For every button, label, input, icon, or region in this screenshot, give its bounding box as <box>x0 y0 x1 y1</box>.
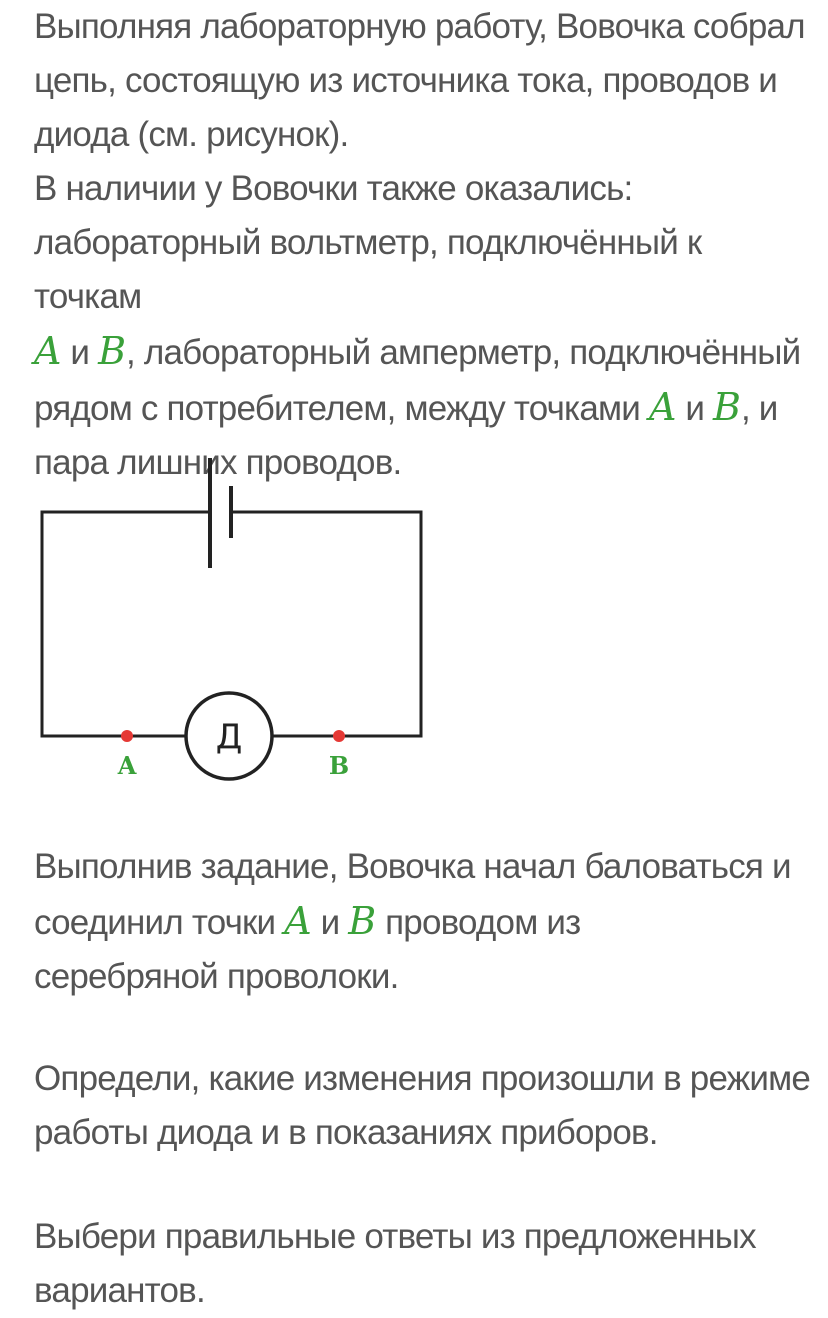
question-line-2: работы диода и в показаниях приборов. <box>34 1113 658 1152</box>
intro-line-7-start: рядом с потребителем, между точками <box>34 389 649 428</box>
task-instruction <box>34 1210 814 1318</box>
action-line-3: серебряной проволоки. <box>34 957 399 996</box>
var-a: A <box>284 899 312 943</box>
wire-right <box>231 512 421 736</box>
diode-label: Д <box>215 717 243 757</box>
var-b: B <box>348 899 377 943</box>
point-a-dot <box>121 730 133 742</box>
and-word: и <box>311 903 349 942</box>
and-word: и <box>676 389 713 428</box>
action-line-1: Выполнив задание, Вовочка начал баловаться и <box>34 847 791 886</box>
question-line-1: Определи, какие изменения произошли в режиме <box>34 1059 811 1098</box>
point-b-dot <box>333 730 345 742</box>
circuit-diagram <box>0 440 828 800</box>
intro-line-3: диода (см. рисунок). <box>34 115 349 154</box>
task-question <box>34 1052 814 1160</box>
var-a: A <box>34 329 62 373</box>
and-word: и <box>61 333 99 372</box>
intro-line-6-rest: , лабораторный амперметр, подключённый <box>126 333 801 372</box>
intro-line-1: Выполняя лабораторную работу, Вовочка собрал <box>34 7 805 46</box>
point-b-label: B <box>328 751 350 780</box>
intro-line-6 <box>34 324 814 380</box>
point-a-label: A <box>117 751 137 780</box>
intro-line-4: В наличии у Вовочки также оказались: <box>34 169 633 208</box>
action-line-2 <box>34 894 814 950</box>
intro-line-7 <box>34 380 814 436</box>
instruction-line-2: вариантов. <box>34 1271 205 1310</box>
wire-left <box>42 512 210 736</box>
var-b: B <box>98 329 126 373</box>
intro-line-2: цепь, состоящую из источника тока, проводов и <box>34 61 778 100</box>
var-a: A <box>648 385 677 429</box>
task-action <box>34 840 814 1004</box>
instruction-line-1: Выбери правильные ответы из предложенных <box>34 1217 756 1256</box>
action-line-2-start: соединил точки <box>34 903 285 942</box>
task-intro <box>34 0 814 490</box>
var-b: B <box>713 385 741 429</box>
intro-line-5: лабораторный вольтметр, подключённый к точкам <box>34 223 702 316</box>
intro-line-7-end: , и <box>740 389 778 428</box>
action-line-2-end: проводом из <box>376 903 581 942</box>
intro-line-8: пара лишних проводов. <box>34 443 402 482</box>
